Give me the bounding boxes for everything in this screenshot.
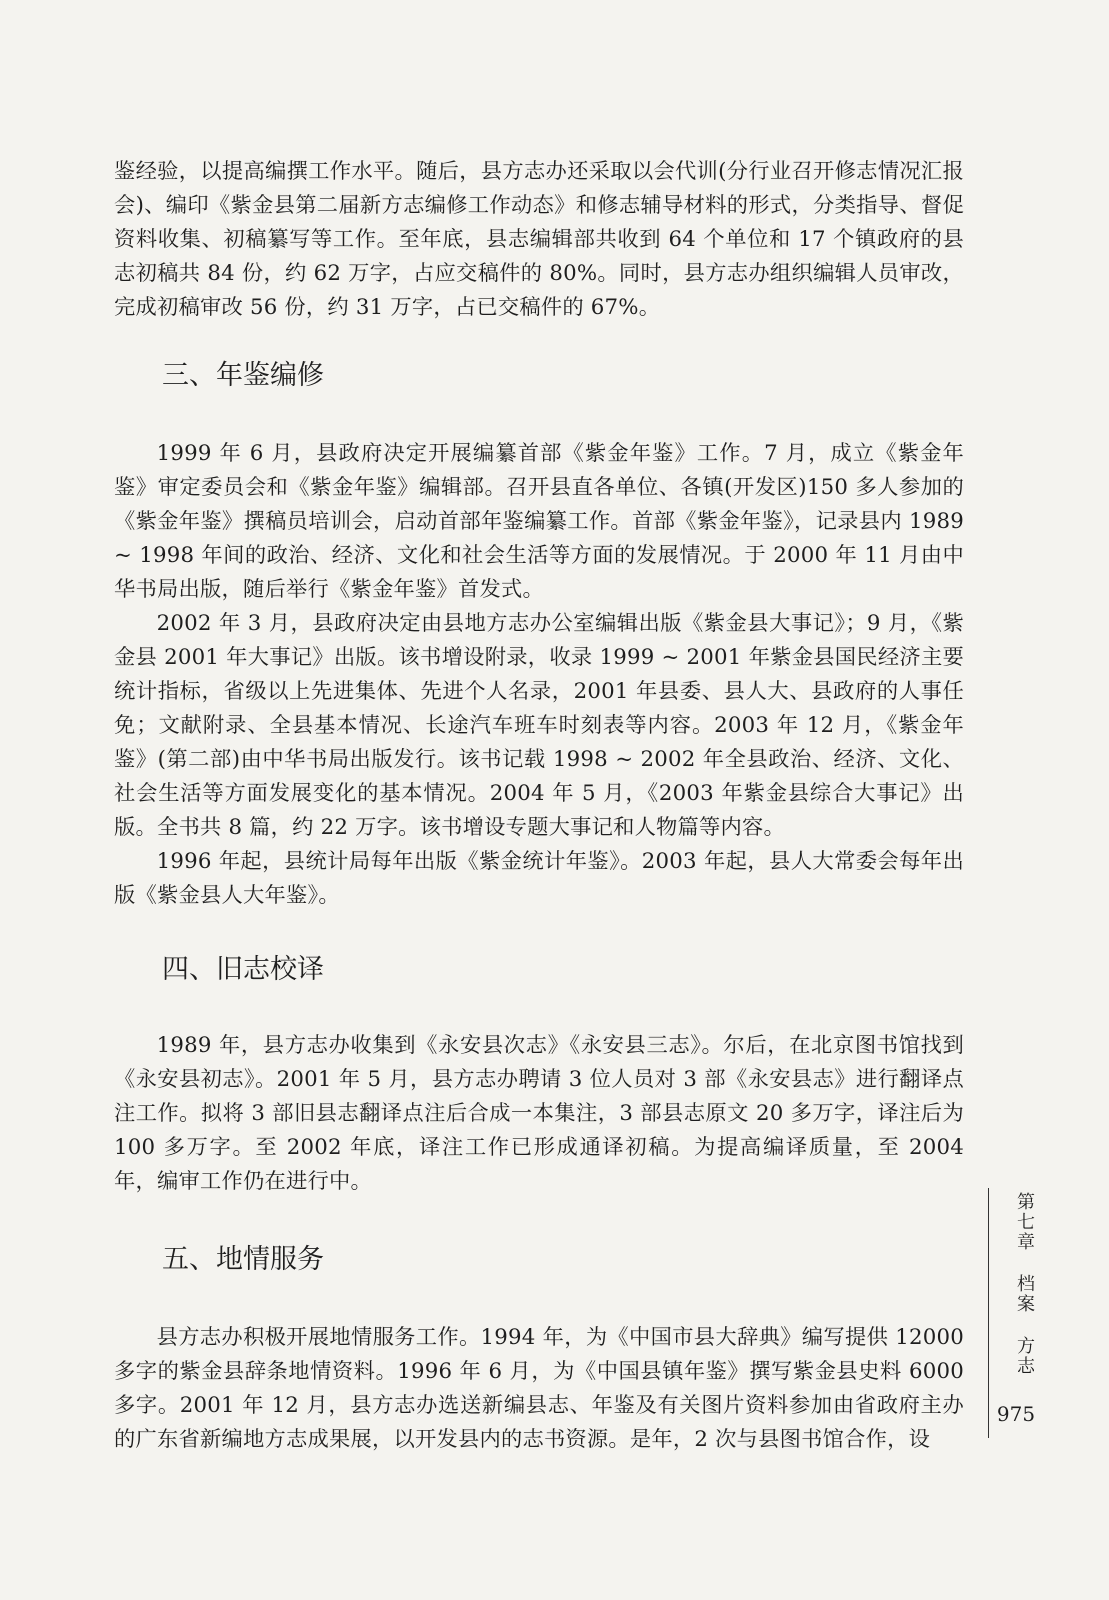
section4-paragraph-1: 1989 年，县方志办收集到《永安县次志》《永安县三志》。尔后，在北京图书馆找到《永安县初志》。2001 年 5 月，县方志办聘请 3 位人员对 3 部《永安县志》进行翻译点注工作。拟将 3 部旧县志翻译点注后合成一本集注，3 部县志原文 20 多万字，译注后为 100 多万字。至 2002 年底，译注工作已形成通译初稿。为提高编译质量，至 2004 年，编审工作仍在进行中。: [114, 1033, 964, 1194]
section-title-old-gazetteer: 四、旧志校译: [162, 954, 324, 985]
chapter-label: 第七章: [1014, 1192, 1035, 1252]
section5-paragraph-1: 县方志办积极开展地情服务工作。1994 年，为《中国市县大辞典》编写提供 12000 多字的紫金县辞条地情资料。1996 年 6 月，为《中国县镇年鉴》撰写紫金县史料 6000 多字。2001 年 12 月，县方志办选送新编县志、年鉴及有关图片资料参加由省政府主办的广东省新编地方志成果展，以开发县内的志书资源。是年，2 次与县图书馆合作，设: [114, 1325, 964, 1452]
section3-paragraph-2: 2002 年 3 月，县政府决定由县地方志办公室编辑出版《紫金县大事记》；9 月，《紫金县 2001 年大事记》出版。该书增设附录，收录 1999 ~ 2001 年紫金县国民经济主要统计指标，省级以上先进集体、先进个人名录，2001 年县委、县人大、县政府的人事任免；文献附录、全县基本情况、长途汽车班车时刻表等内容。2003 年 12 月，《紫金年鉴》(第二部)由中华书局出版发行。该书记载 1998 ~ 2002 年全县政治、经济、文化、社会生活等方面发展变化的基本情况。2004 年 5 月，《2003 年紫金县综合大事记》出版。全书共 8 篇，约 22 万字。该书增设专题大事记和人物篇等内容。: [114, 611, 964, 840]
section-label-gazetteer: 方志: [1014, 1336, 1035, 1376]
section-title-yearbook: 三、年鉴编修: [162, 360, 324, 391]
chapter-margin-label: [1000, 1192, 1048, 1398]
main-text-column: [114, 155, 964, 1457]
margin-divider-line: [988, 1188, 989, 1438]
section3-paragraph-3: 1996 年起，县统计局每年出版《紫金统计年鉴》。2003 年起，县人大常委会每年出版《紫金县人大年鉴》。: [114, 849, 964, 908]
section-title-local-info-service: 五、地情服务: [162, 1244, 324, 1275]
page-number: 975: [996, 1402, 1036, 1426]
section-label-archives: 档案: [1014, 1274, 1035, 1314]
section3-paragraph-1: 1999 年 6 月，县政府决定开展编纂首部《紫金年鉴》工作。7 月，成立《紫金年鉴》审定委员会和《紫金年鉴》编辑部。召开县直各单位、各镇(开发区)150 多人参加的《紫金年鉴》撰稿员培训会，启动首部年鉴编纂工作。首部《紫金年鉴》，记录县内 1989 ~ 1998 年间的政治、经济、文化和社会生活等方面的发展情况。于 2000 年 11 月由中华书局出版，随后举行《紫金年鉴》首发式。: [114, 441, 964, 602]
intro-paragraph: 鉴经验，以提高编撰工作水平。随后，县方志办还采取以会代训(分行业召开修志情况汇报会)、编印《紫金县第二届新方志编修工作动态》和修志辅导材料的形式，分类指导、督促资料收集、初稿纂写等工作。至年底，县志编辑部共收到 64 个单位和 17 个镇政府的县志初稿共 84 份，约 62 万字，占应交稿件的 80%。同时，县方志办组织编辑人员审改，完成初稿审改 56 份，约 31 万字，占已交稿件的 67%。: [114, 159, 964, 320]
